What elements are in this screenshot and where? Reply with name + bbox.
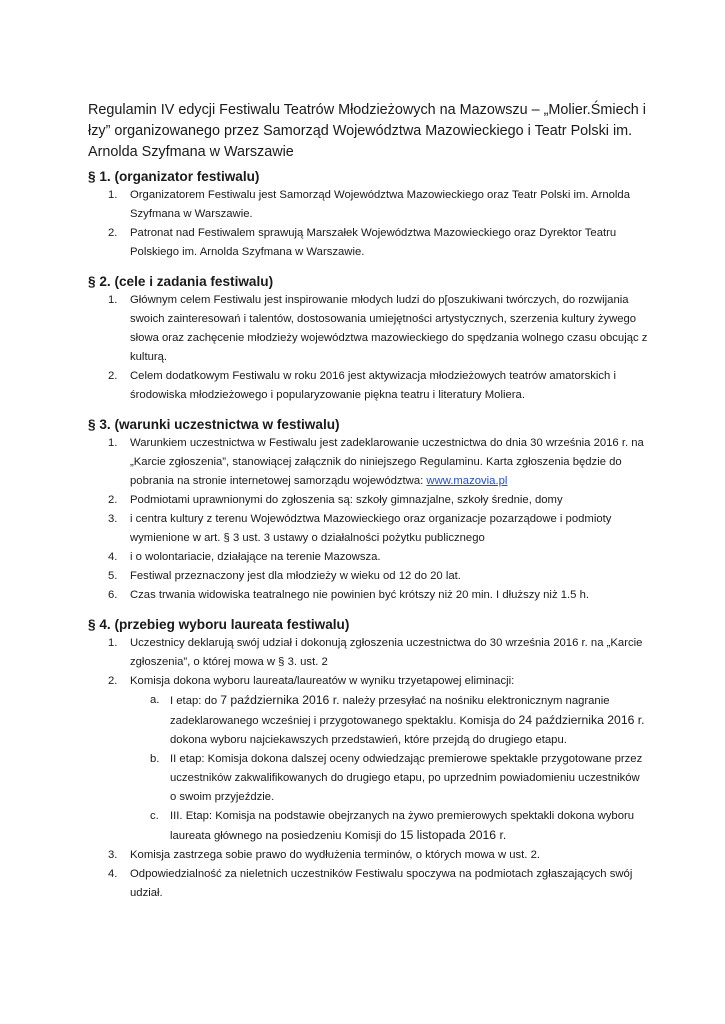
list-item: 2. Celem dodatkowym Festiwalu w roku 2016 jest aktywizacja młodzieżowych teatrów amatorskich i środowiska młodzieżowego i popularyzowanie piękna teatru i literatury Moliera. xyxy=(108,370,616,401)
section-3-heading: § 3. (warunki uczestnictwa w festiwalu) xyxy=(88,417,340,432)
mazovia-link[interactable]: www.mazovia.pl xyxy=(426,475,508,487)
sub-item-b: b. II etap: Komisja dokona dalszej oceny odwiedzając premierowe spektakle przygotowane przez uczestników zakwalifikowanych do drugiego etapu, po uprzednim powiadomieniu uczestników o swoim przyjeździe. xyxy=(150,753,643,803)
sub-item-a: a. I etap: do 7 października 2016 r. należy przesyłać na nośniku elektronicznym nagranie zadeklarowanego wcześniej i przygotowanego spektaklu. Komisja do 24 października 2016 r. dokona wyboru najciekawszych przedstawień, które przejdą do drugiego etapu. xyxy=(150,693,645,746)
section-2-list xyxy=(88,291,648,405)
document-page xyxy=(88,100,648,903)
list-item: 2. Podmiotami uprawnionymi do zgłoszenia są: szkoły gimnazjalne, szkoły średnie, domy xyxy=(108,494,563,506)
section-1-heading: § 1. (organizator festiwalu) xyxy=(88,169,260,184)
section-4-heading: § 4. (przebieg wyboru laureata festiwalu) xyxy=(88,617,350,632)
section-3-list xyxy=(88,434,648,605)
list-item: 2. Patronat nad Festiwalem sprawują Marszałek Województwa Mazowieckiego oraz Dyrektor Teatru Polskiego im. Arnolda Szyfmana w Warszawie. xyxy=(108,227,617,258)
date-highlight: 15 listopada 2016 r. xyxy=(399,828,507,842)
date-highlight: 7 października 2016 r. xyxy=(220,693,340,707)
date-highlight: 24 października 2016 r. xyxy=(518,713,645,727)
list-item: 3. Komisja zastrzega sobie prawo do wydłużenia terminów, o których mowa w ust. 2. xyxy=(108,849,541,861)
list-item: 1. Uczestnicy deklarują swój udział i dokonują zgłoszenia uczestnictwa do 30 września 2016 r. na „Karcie zgłoszenia”, o której mowa w § 3. ust. 2 xyxy=(108,637,643,668)
list-item: 1. Warunkiem uczestnictwa w Festiwalu jest zadeklarowanie uczestnictwa do dnia 30 września 2016 r. na „Karcie zgłoszenia”, stanowiącej załącznik do niniejszego Regulaminu. Karta zgłoszenia będzie do pobrania na stronie internetowej samorządu województwa: www.mazovia.pl xyxy=(108,437,644,487)
list-item: 4. Odpowiedzialność za nieletnich uczestników Festiwalu spoczywa na podmiotach zgłaszających swój udział. xyxy=(108,868,633,899)
list-item: 6. Czas trwania widowiska teatralnego nie powinien być krótszy niż 20 min. I dłuższy niż 1.5 h. xyxy=(108,589,589,601)
sub-item-c: c. III. Etap: Komisja na podstawie obejrzanych na żywo premierowych spektakli dokona wyboru laureata głównego na posiedzeniu Komisji do 15 listopada 2016 r. xyxy=(150,810,635,842)
section-2-heading: § 2. (cele i zadania festiwalu) xyxy=(88,274,274,289)
list-item: 4. i o wolontariacie, działające na terenie Mazowsza. xyxy=(108,551,381,563)
list-item: 1. Organizatorem Festiwalu jest Samorząd Województwa Mazowieckiego oraz Teatr Polski im. Arnolda Szyfmana w Warszawie. xyxy=(108,189,630,220)
list-item: 1. Głównym celem Festiwalu jest inspirowanie młodych ludzi do p[oszukiwani twórczych, do rozwijania swoich zainteresowań i talentów, dostosowania umiejętności artystycznych, szerzenia kultury żywego słowa oraz zachęcenie młodzieży województwa mazowieckiego do spędzania wolnego czasu obcując z kulturą. xyxy=(108,294,648,363)
document-title: Regulamin IV edycji Festiwalu Teatrów Młodzieżowych na Mazowszu – „Molier.Śmiech i łzy” organizowanego przez Samorząd Województwa Mazowieckiego i Teatr Polski im. Arnolda Szyfmana w Warszawie xyxy=(88,102,646,160)
list-item: 5. Festiwal przeznaczony jest dla młodzieży w wieku od 12 do 20 lat. xyxy=(108,570,461,582)
list-item: 2. Komisja dokona wyboru laureata/laureatów w wyniku trzyetapowej eliminacji: xyxy=(108,675,515,687)
section-4-list xyxy=(88,634,648,903)
section-1-list xyxy=(88,186,648,262)
list-item: 3. i centra kultury z terenu Województwa Mazowieckiego oraz organizacje pozarządowe i podmioty wymienione w art. § 3 ust. 3 ustawy o działalności pożytku publicznego xyxy=(108,513,612,544)
